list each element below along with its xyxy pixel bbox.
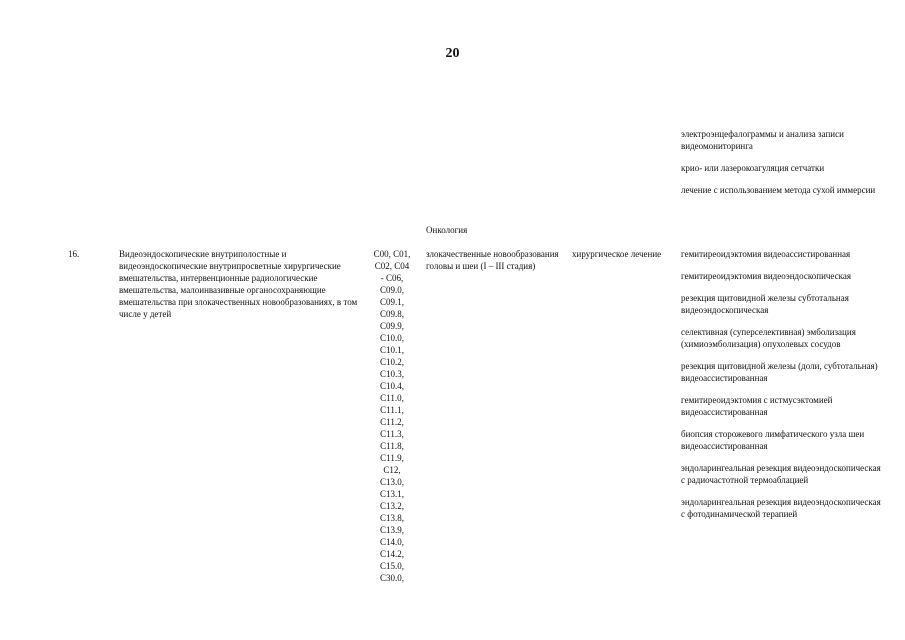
method-item: гемитиреоидэктомия с истмусэктомией видеоассистированная — [681, 395, 833, 417]
icd-code: C09.0, — [379, 285, 404, 295]
page-number: 20 — [445, 46, 460, 61]
diagnosis-text: злокачественные новообразования головы и шеи (I – III стадия) — [426, 249, 559, 271]
icd-code: C11.9, — [380, 453, 404, 463]
icd-code: C11.2, — [380, 417, 404, 427]
icd-code: C10.2, — [379, 357, 404, 367]
method-item: гемитиреоидэктомия видеоассистированная — [681, 249, 851, 259]
icd-code: C12, — [383, 465, 401, 475]
section-title: Онкология — [426, 225, 468, 235]
icd-code: C14.0, — [379, 537, 404, 547]
method-item: эндоларингеальная резекция видеоэндоскопическая с радиочастотной термоаблацией — [681, 463, 881, 485]
row-number: 16. — [68, 249, 80, 259]
icd-code: C10.1, — [379, 345, 404, 355]
method-item: резекция щитовидной железы (доли, субтотальная) видеоассистированная — [681, 361, 878, 383]
method-item: биопсия сторожевого лимфатического узла шеи видеоассистированная — [681, 429, 865, 451]
icd-code: C09.8, — [379, 309, 404, 319]
method-item: эндоларингеальная резекция видеоэндоскопическая с фотодинамической терапией — [681, 497, 881, 519]
icd-code: C10.3, — [379, 369, 404, 379]
icd-code: C13.2, — [379, 501, 404, 511]
continued-methods-column — [681, 128, 886, 196]
method-item: крио- или лазерокоагуляция сетчатки — [681, 163, 825, 173]
icd-code: C00, C01, — [373, 249, 411, 259]
method-item: электроэнцефалограммы и анализа записи видеомониторинга — [681, 129, 844, 151]
method-item: лечение с использованием метода сухой иммерсии — [681, 185, 876, 195]
icd-code: C13.0, — [379, 477, 404, 487]
treatment-type: хирургическое лечение — [572, 249, 662, 259]
method-item: резекция щитовидной железы субтотальная видеоэндоскопическая — [681, 293, 849, 315]
method-item: селективная (суперселективная) эмболизация (химиоэмболизация) опухолевых сосудов — [681, 327, 856, 349]
icd-code: C11.1, — [380, 405, 404, 415]
icd-code: C02, C04 — [374, 261, 410, 271]
icd-code: C14.2, — [379, 549, 404, 559]
method-item: гемитиреоидэктомия видеоэндоскопическая — [681, 271, 851, 281]
icd-code: C09.9, — [379, 321, 404, 331]
icd-code: C11.0, — [380, 393, 404, 403]
icd-codes-list — [368, 248, 416, 584]
icd-code: C09.1, — [379, 297, 404, 307]
icd-code: C13.8, — [379, 513, 404, 523]
icd-code: C11.3, — [380, 429, 404, 439]
intervention-name: Видеоэндоскопические внутриполостные и видеоэндоскопические внутрипросветные хирургические вмешательства, интервенционные радиологические вмешательства, малоинвазивные органосохраняющие вмешательства при злокачественных новообразованиях, в том числе у детей — [119, 249, 358, 319]
icd-code: C13.1, — [379, 489, 404, 499]
icd-code: C10.4, — [379, 381, 404, 391]
treatment-methods-column — [681, 248, 886, 520]
icd-code: C10.0, — [379, 333, 404, 343]
icd-code: C13.9, — [379, 525, 404, 535]
icd-code: C15.0, — [379, 561, 404, 571]
icd-code: - C06, — [380, 273, 404, 283]
icd-code: C30.0, — [379, 573, 404, 583]
icd-code: C11.8, — [380, 441, 404, 451]
